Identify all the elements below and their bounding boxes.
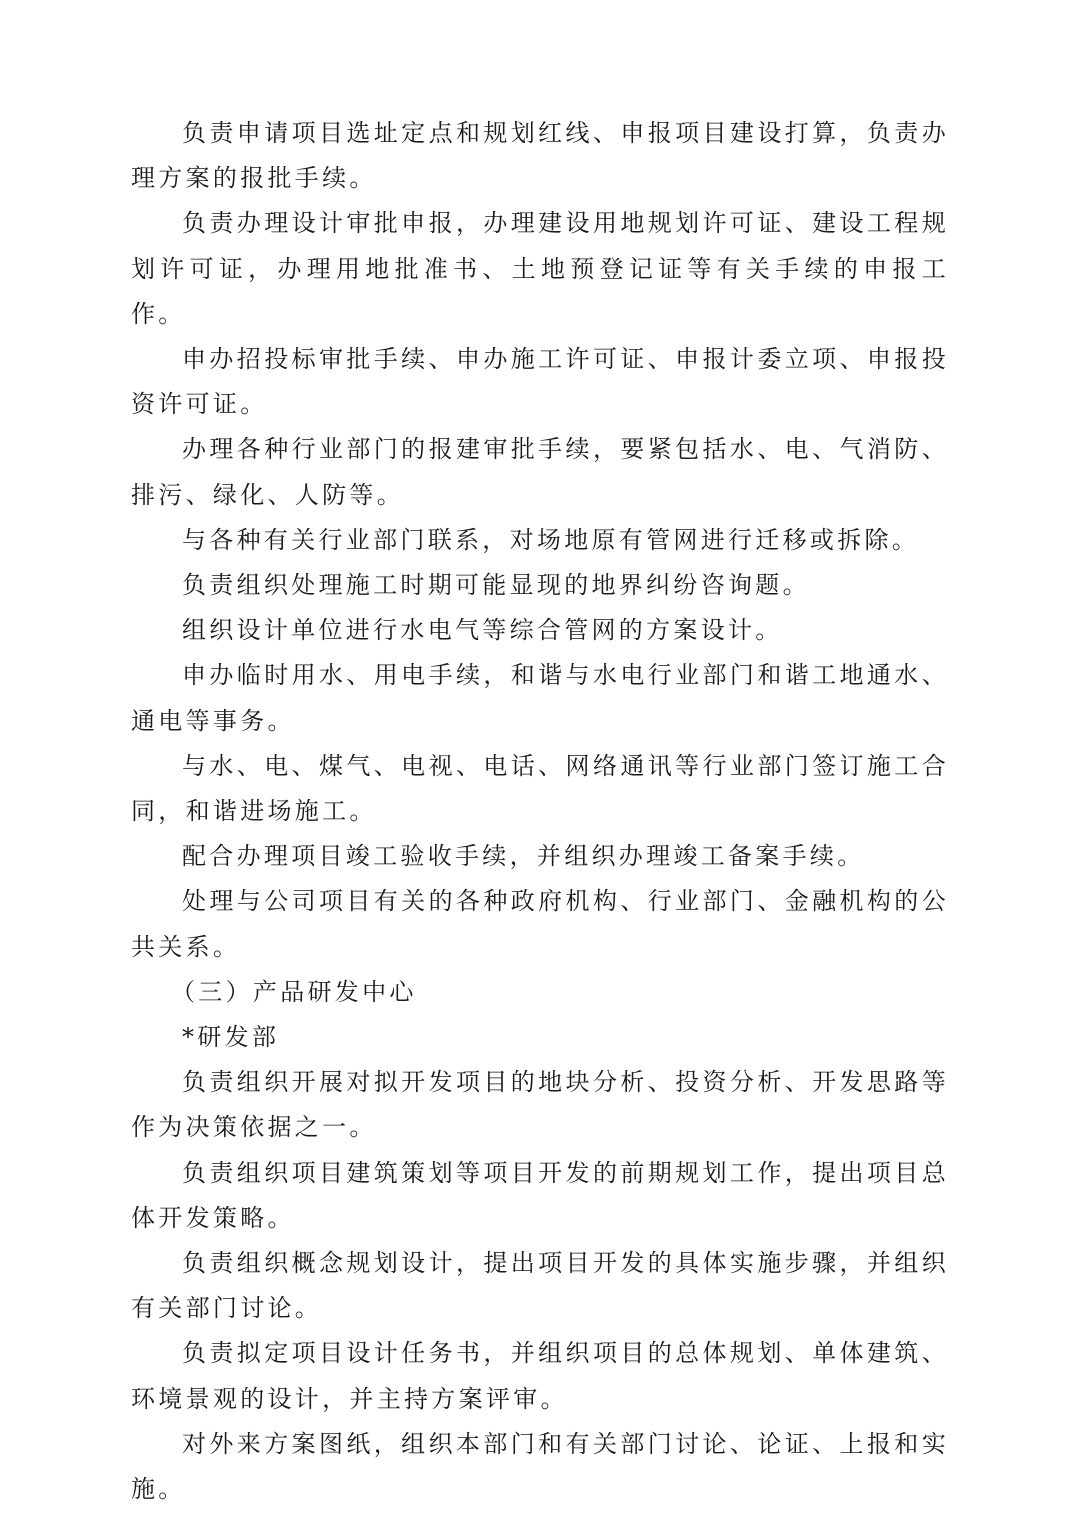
section-heading: （三）产品研发中心 bbox=[171, 977, 417, 1006]
paragraph: 组织设计单位进行水电气等综合管网的方案设计。 bbox=[182, 616, 783, 645]
paragraph: 负责组织处理施工时期可能显现的地界纠纷咨询题。 bbox=[182, 571, 810, 600]
paragraph: 处理与公司项目有关的各种政府机构、行业部门、金融机构的公共关系。 bbox=[131, 887, 949, 961]
paragraph: 与水、电、煤气、电视、电话、网络通讯等行业部门签订施工合同，和谐进场施工。 bbox=[131, 751, 949, 826]
paragraph: 办理各种行业部门的报建审批手续，要紧包括水、电、气消防、排污、绿化、人防等。 bbox=[131, 435, 949, 509]
paragraph: 负责办理设计审批申报，办理建设用地规划许可证、建设工程规划许可证，办理用地批准书、土地预登记证等有关手续的申报工作。 bbox=[131, 209, 949, 328]
paragraph: 申办临时用水、用电手续，和谐与水电行业部门和谐工地通水、通电等事务。 bbox=[131, 661, 949, 735]
sub-heading: *研发部 bbox=[182, 1023, 280, 1052]
paragraph: 负责拟定项目设计任务书，并组织项目的总体规划、单体建筑、环境景观的设计，并主持方案评审。 bbox=[131, 1339, 949, 1413]
paragraph: 配合办理项目竣工验收手续，并组织办理竣工备案手续。 bbox=[182, 842, 865, 871]
paragraph: 负责组织概念规划设计，提出项目开发的具体实施步骤，并组织有关部门讨论。 bbox=[131, 1249, 949, 1323]
paragraph: 负责组织项目建筑策划等项目开发的前期规划工作，提出项目总体开发策略。 bbox=[131, 1158, 949, 1232]
paragraph: 申办招投标审批手续、申办施工许可证、申报计委立项、申报投资许可证。 bbox=[131, 345, 949, 419]
document-body bbox=[131, 111, 949, 1512]
paragraph: 对外来方案图纸，组织本部门和有关部门讨论、论证、上报和实施。 bbox=[131, 1429, 949, 1504]
paragraph: 负责组织开展对拟开发项目的地块分析、投资分析、开发思路等作为决策依据之一。 bbox=[131, 1068, 949, 1142]
paragraph: 负责申请项目选址定点和规划红线、申报项目建设打算，负责办理方案的报批手续。 bbox=[131, 119, 949, 193]
paragraph: 与各种有关行业部门联系，对场地原有管网进行迁移或拆除。 bbox=[182, 525, 920, 554]
